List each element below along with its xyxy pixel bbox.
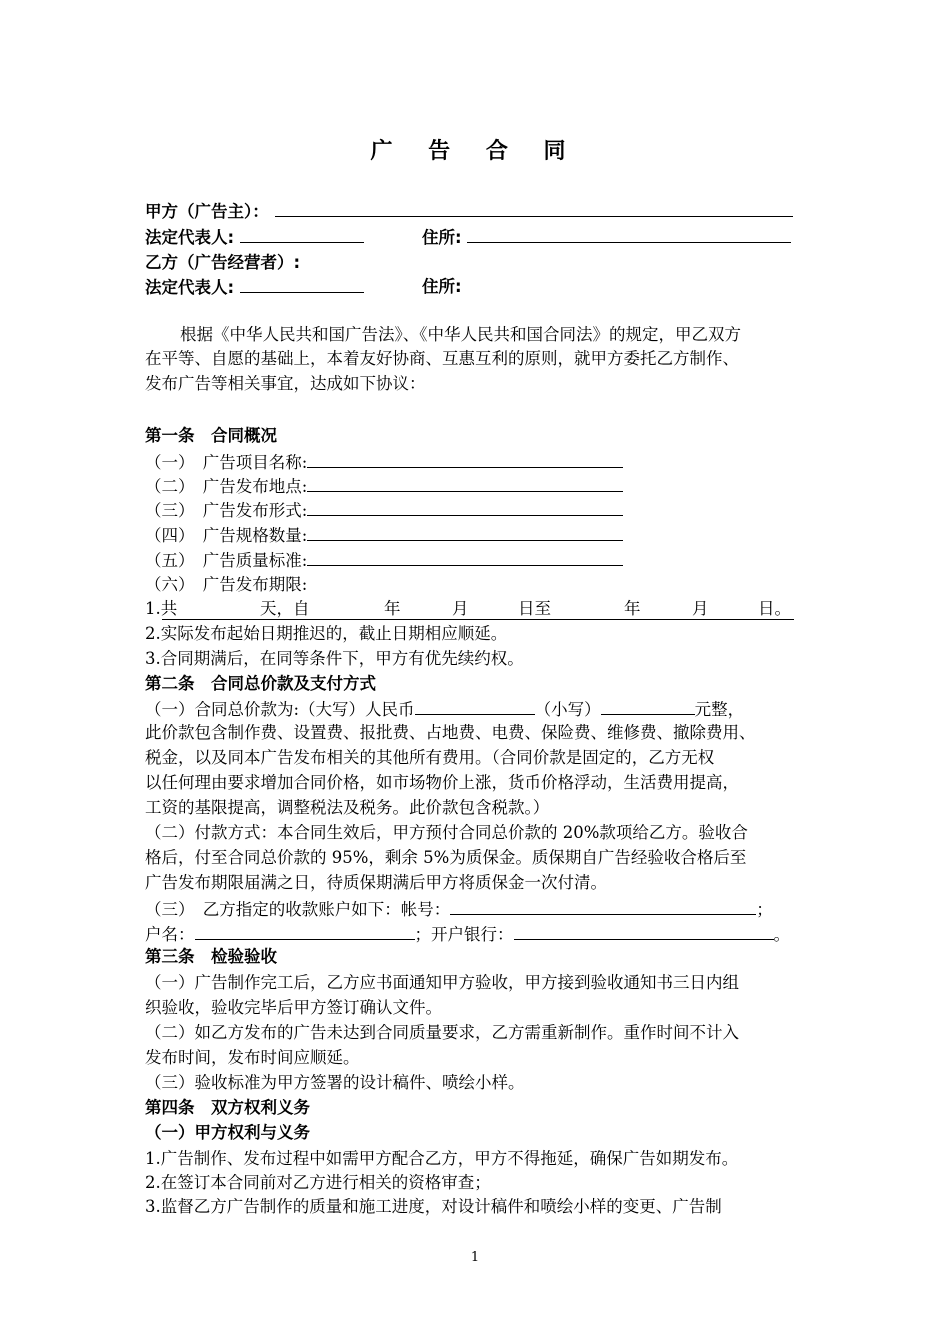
art2-line-5: （二）付款方式：本合同生效后，甲方预付合同总价款的 20%款项给乙方。验收合 [145,823,748,842]
art1-item-5: （五） 广告质量标准: [145,549,623,572]
art4-line-2: 2.在签订本合同前对乙方进行相关的资格审查； [145,1173,491,1192]
art2-line-4: 工资的基限提高，调整税法及税务。此价款包含税款。） [145,798,550,817]
legal-rep-label-b: 法定代表人: [145,278,235,297]
address-label: 住所: [422,228,462,247]
art2-line-1: 此价款包含制作费、设置费、报批费、占地费、电费、保险费、维修费、撤除费用、 [145,723,756,742]
legal-rep-blank-b [240,276,364,293]
art4-subheading: （一）甲方权利与义务 [145,1123,310,1142]
art1-line-3: 3.合同期满后，在同等条件下，甲方有优先续约权。 [145,649,524,668]
article-4-heading: 第四条 双方权利义务 [145,1098,310,1117]
art1-item-4: （四） 广告规格数量: [145,524,623,547]
party-b-rep-line [145,276,364,299]
art4-line-1: 1.广告制作、发布过程中如需甲方配合乙方，甲方不得拖延，确保广告如期发布。 [145,1149,739,1168]
party-a-label: 甲方（广告主）： [145,202,269,221]
art3-line-3: （二）如乙方发布的广告未达到合同质量要求，乙方需重新制作。重作时间不计入 [145,1023,739,1042]
party-a-blank [275,200,793,217]
art1-item-2: （二） 广告发布地点: [145,475,623,498]
party-b-label: 乙方（广告经营者）: [145,253,301,272]
article-3-heading: 第三条 检验验收 [145,947,277,966]
party-a-address-line [422,226,791,249]
page-title: 广 告 合 同 [370,139,580,164]
art3-line-4: 发布时间，发布时间应顺延。 [145,1048,360,1067]
address-blank [467,226,791,243]
party-a-rep-line [145,226,364,249]
legal-rep-blank [240,226,364,243]
art2-line-7: 广告发布期限届满之日，待质保期满后甲方将质保金一次付清。 [145,873,607,892]
art1-item-3: （三） 广告发布形式: [145,499,623,522]
party-a-line [145,200,793,223]
intro-line-3: 发布广告等相关事宜，达成如下协议： [145,374,426,393]
art2-price-line: （一）合同总价款为:（大写）人民币 （小写） 元整， [145,700,745,719]
art2-account-line: （三） 乙方指定的收款账户如下：帐号： ； [145,900,773,919]
art3-line-2: 织验收，验收完毕后甲方签订确认文件。 [145,998,442,1017]
art2-bank-line: 户名： ；开户银行： 。 [145,925,790,944]
art3-line-1: （一）广告制作完工后，乙方应书面通知甲方验收，甲方接到验收通知书三日内组 [145,973,739,992]
art4-line-3: 3.监督乙方广告制作的质量和施工进度，对设计稿件和喷绘小样的变更、广告制 [145,1197,722,1216]
intro-line-2: 在平等、自愿的基础上，本着友好协商、互惠互利的原则，就甲方委托乙方制作、 [145,349,739,368]
page-number: 1 [470,1250,480,1265]
art1-item-6: （六） 广告发布期限: [145,575,308,594]
intro-line-1: 根据《中华人民共和国广告法》、《中华人民共和国合同法》的规定，甲乙双方 [180,325,741,344]
art2-line-6: 格后，付至合同总价款的 95%，剩余 5%为质保金。质保期自广告经验收合格后至 [145,848,747,867]
legal-rep-label: 法定代表人: [145,228,235,247]
article-1-heading: 第一条 合同概况 [145,426,277,445]
article-2-heading: 第二条 合同总价款及支付方式 [145,674,376,693]
party-b-address-label: 住所: [422,277,462,296]
art2-line-2: 税金，以及同本广告发布相关的其他所有费用。（合同价款是固定的，乙方无权 [145,748,715,767]
art1-item-1: （一） 广告项目名称: [145,451,623,474]
art2-line-3: 以任何理由要求增加合同价格，如市场物价上涨，货币价格浮动，生活费用提高， [145,773,739,792]
art3-line-5: （三）验收标准为甲方签署的设计稿件、喷绘小样。 [145,1073,525,1092]
art1-line-2: 2.实际发布起始日期推迟的，截止日期相应顺延。 [145,624,508,643]
